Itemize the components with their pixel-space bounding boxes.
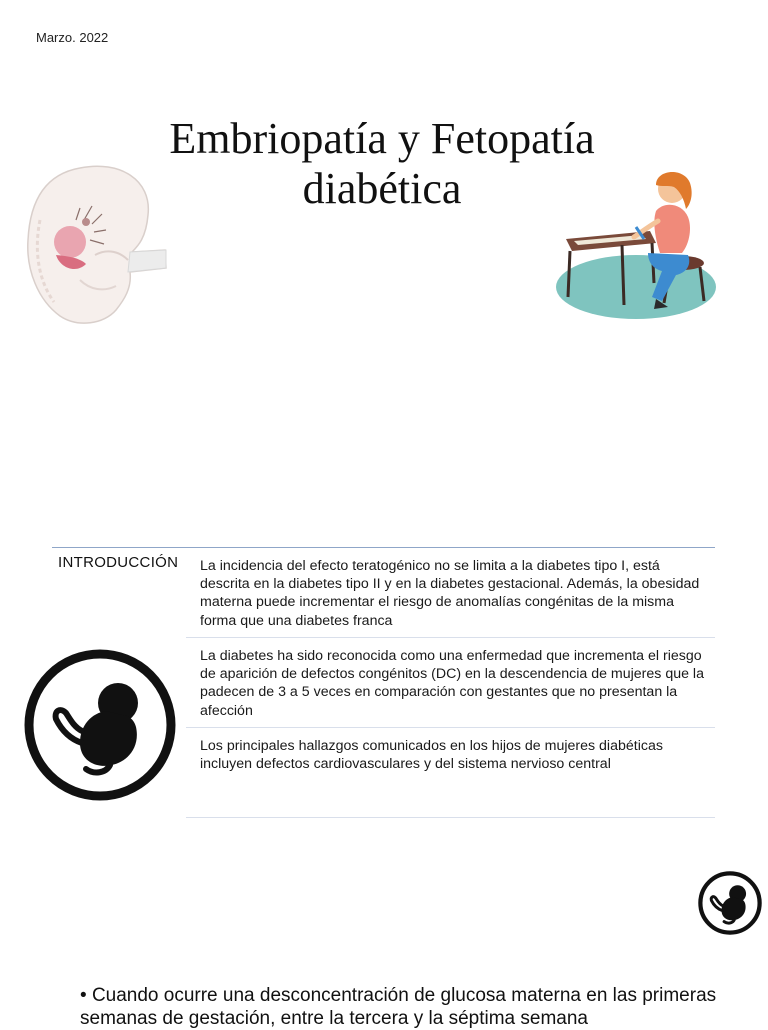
embryo-illustration-icon [20,160,170,330]
fetus-icon [697,870,763,936]
pregnant-woman-at-desk-icon [552,165,720,325]
title-line-2: diabética [302,164,462,213]
intro-row-1: La incidencia del efecto teratogénico no se limita a la diabetes tipo I, está descrita en la diabetes tipo II y en la diabetes gestacional. Además, la obesidad materna puede incrementar el riesgo de anomalías congénitas de la misma forma que una diabetes franca [200,558,700,629]
row-divider [186,817,715,818]
intro-row-2: La diabetes ha sido reconocida como una enfermedad que incrementa el riesgo de aparición de defectos congénitos (DC) en la descendencia de mujeres que la padecen de 3 a 5 veces en comparación con gestantes que no presentan la afección [200,648,704,719]
row-divider [186,637,715,638]
row-divider [186,727,715,728]
section-label-introduccion: INTRODUCCIÓN [58,554,179,571]
bullet-paragraph [80,984,720,1030]
fetus-icon [22,647,178,803]
table-top-rule [52,547,715,548]
date-label: Marzo. 2022 [36,30,109,45]
intro-row-3: Los principales hallazgos comunicados en los hijos de mujeres diabéticas incluyen defectos cardiovasculares y del sistema nervioso central [200,738,663,773]
bullet-text: Cuando ocurre una desconcentración de glucosa materna en las primeras semanas de gestación, entre la tercera y la séptima semana [80,985,717,1029]
bullet-marker: • [80,985,87,1006]
title-line-1: Embriopatía y Fetopatía [169,114,595,163]
